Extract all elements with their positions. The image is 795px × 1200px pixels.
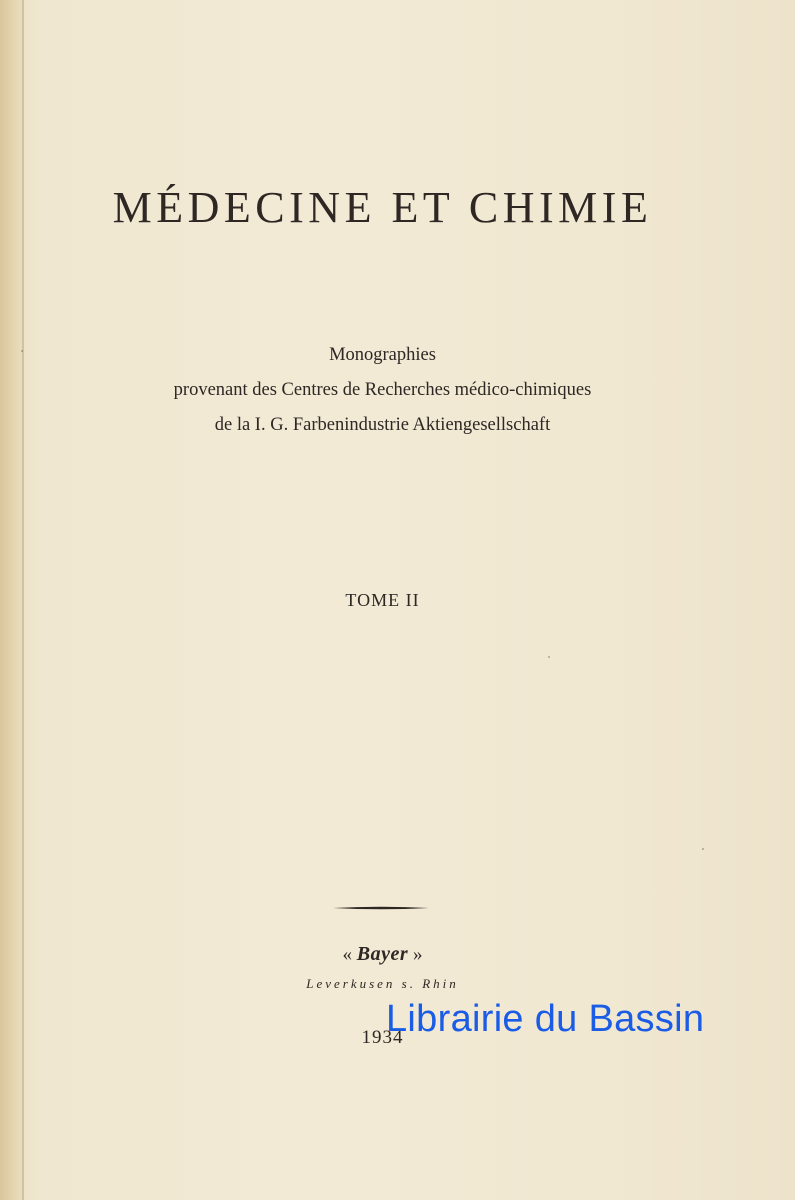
subtitle-line: provenant des Centres de Recherches médico-chimiques <box>173 380 592 400</box>
open-quote: « <box>342 944 353 965</box>
bookseller-watermark: Librairie du Bassin <box>386 998 705 1040</box>
publisher-line <box>0 943 795 966</box>
ornamental-rule <box>333 906 429 910</box>
subtitle-block <box>0 338 795 443</box>
paper-speck <box>548 656 550 658</box>
book-title: MÉDECINE ET CHIMIE <box>112 183 653 232</box>
subtitle-line: Monographies <box>329 345 436 365</box>
subtitle-line: de la I. G. Farbenindustrie Aktiengesellschaft <box>214 415 551 435</box>
paper-speck <box>21 350 23 352</box>
publisher-brand: Bayer <box>356 943 409 965</box>
publication-year: 1934 <box>361 1027 404 1048</box>
paper-speck <box>702 848 704 850</box>
close-quote: » <box>412 944 423 965</box>
volume-label: TOME II <box>345 590 420 610</box>
publisher-location: Leverkusen s. Rhin <box>306 976 459 991</box>
